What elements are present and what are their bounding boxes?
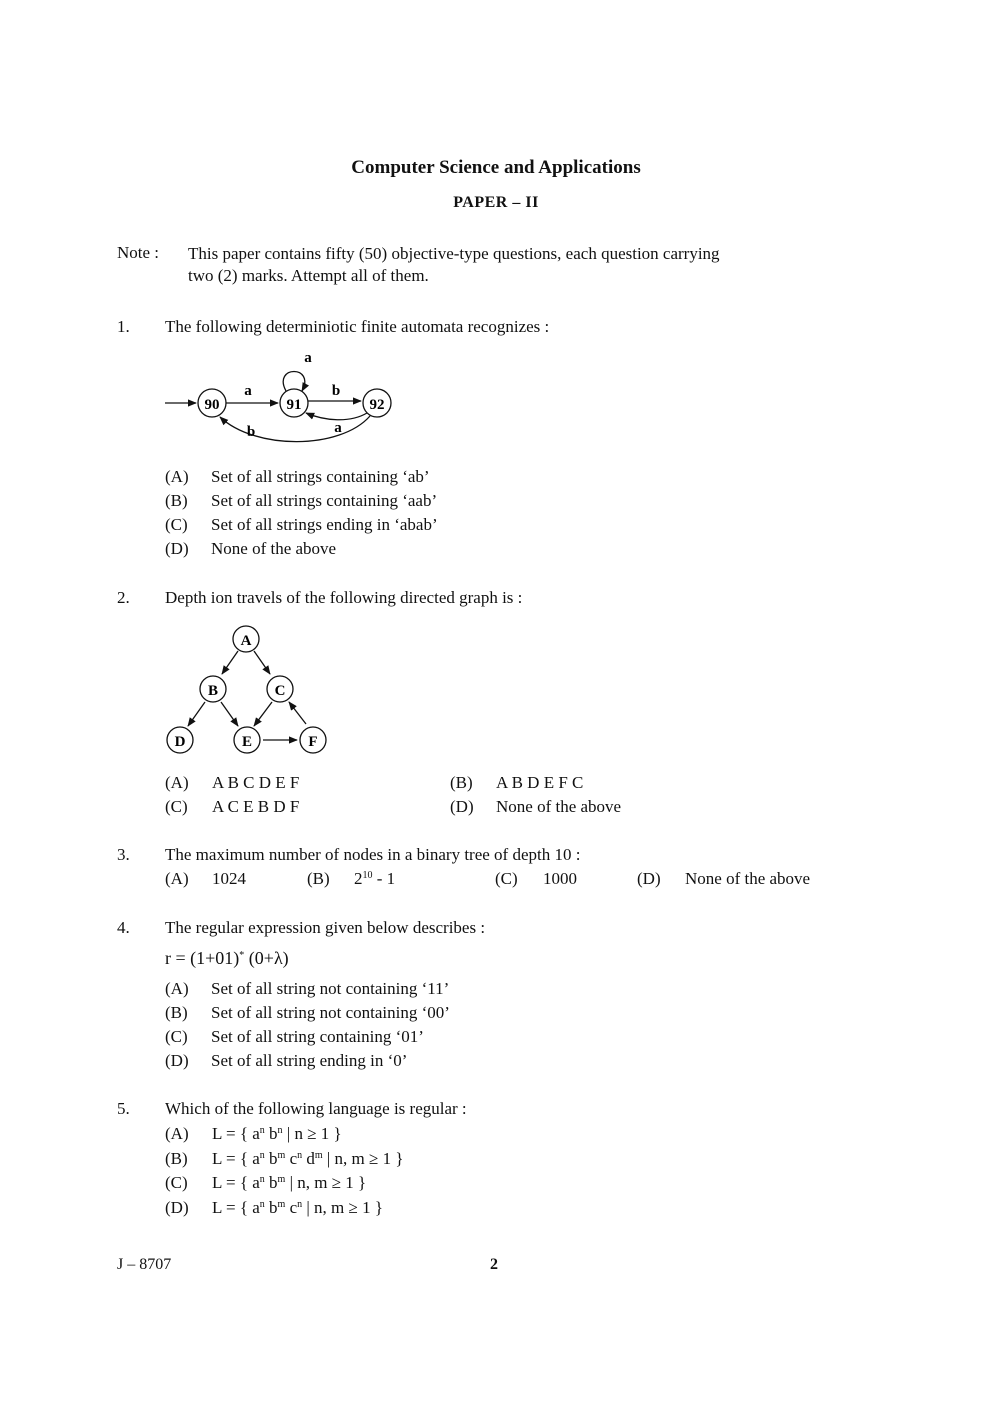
option-text: 1000 [543, 869, 577, 888]
graph-node-c [267, 676, 293, 702]
graph-edge-a-b [222, 651, 238, 674]
graph-edge-c-e [254, 702, 272, 726]
question-2-text: Depth ion travels of the following directed graph is : [165, 588, 523, 607]
dfa-state-90 [198, 389, 226, 417]
question-4-text: The regular expression given below describes : [165, 918, 486, 937]
svg-text:C: C [274, 683, 286, 699]
graph-node-a [233, 626, 259, 652]
dfa-label-92-90: b [246, 424, 256, 440]
dfa-label-90-91: a [244, 383, 252, 399]
option-text: L = { $a^n$ $b^m$ $c^n$ $d^m$ | n, m ≥ 1 } [212, 1148, 404, 1168]
question-5-text: Which of the following language is regular : [165, 1099, 467, 1118]
graph-node-f [300, 727, 326, 753]
dfa-diagram [160, 345, 400, 445]
graph-node-d [167, 727, 193, 753]
option-letter: (A) [165, 869, 189, 888]
option-letter: (B) [165, 1003, 188, 1022]
option-row [165, 1171, 404, 1196]
paper-subtitle: PAPER – II [453, 194, 539, 211]
dfa-edge-92-91 [306, 413, 367, 420]
graph-edge-b-e [221, 702, 238, 726]
dfa-label-91-92: b [331, 383, 341, 399]
question-1-number: 1. [117, 317, 130, 336]
option-text: Set of all string not containing ‘11’ [211, 979, 450, 998]
svg-text:F: F [308, 734, 318, 750]
option-letter: (B) [307, 869, 330, 888]
note-text [188, 243, 720, 287]
option-row [165, 465, 438, 489]
option-row [450, 795, 621, 819]
svg-text:91: 91 [286, 397, 302, 413]
svg-text:E: E [241, 734, 253, 750]
question-3-option-c [495, 869, 577, 889]
option-letter: (C) [165, 797, 188, 816]
dfa-state-91 [280, 389, 308, 417]
option-text: 1024 [212, 869, 246, 888]
option-row [450, 771, 621, 795]
graph-node-b [200, 676, 226, 702]
graph-edge-f-c [289, 702, 306, 724]
option-letter: (A) [165, 773, 189, 792]
option-text: L = { $a^n$ $b^n$ | n ≥ 1 } [212, 1124, 342, 1143]
option-text: Set of all string containing ‘01’ [211, 1027, 424, 1046]
graph-node-e [234, 727, 260, 753]
option-row [165, 1025, 450, 1049]
svg-text:90: 90 [204, 397, 220, 413]
option-text: None of the above [496, 797, 622, 816]
graph-diagram [160, 618, 340, 760]
question-1-options [165, 465, 438, 561]
option-row [165, 1049, 450, 1073]
option-letter: (A) [165, 467, 189, 486]
dfa-state-92 [363, 389, 391, 417]
option-text: Set of all strings containing ‘ab’ [211, 467, 430, 486]
option-letter: (B) [165, 491, 188, 510]
option-row [165, 977, 450, 1001]
option-row [165, 489, 438, 513]
footer-code: J – 8707 [117, 1256, 172, 1273]
svg-text:B: B [207, 683, 219, 699]
svg-text:92: 92 [369, 397, 385, 413]
question-5-number: 5. [117, 1099, 130, 1118]
question-3-text: The maximum number of nodes in a binary tree of depth 10 : [165, 845, 581, 864]
dfa-edge-91-loop [283, 372, 305, 392]
option-row [165, 1196, 404, 1221]
option-row [165, 1001, 450, 1025]
option-row [165, 537, 438, 561]
question-3-number: 3. [117, 845, 130, 864]
option-text: A B C D E F [212, 773, 300, 792]
paper-title: Computer Science and Applications [351, 157, 641, 178]
note-line-1: This paper contains fifty (50) objective-type questions, each question carrying [188, 244, 720, 263]
option-text: A B D E F C [496, 773, 584, 792]
option-row [165, 771, 299, 795]
option-row [165, 513, 438, 537]
option-letter: (C) [165, 515, 188, 534]
option-text: None of the above [685, 869, 811, 888]
option-text: Set of all string not containing ‘00’ [211, 1003, 450, 1022]
option-letter: (D) [165, 539, 189, 558]
question-3-option-b [307, 869, 395, 889]
question-2-number: 2. [117, 588, 130, 607]
option-text: L = { $a^n$ $b^m$ | n, m ≥ 1 } [212, 1173, 367, 1192]
option-row [165, 795, 299, 819]
dfa-label-92-91: a [334, 420, 342, 436]
page-number: 2 [490, 1256, 498, 1273]
option-row [165, 1147, 404, 1172]
note-line-2: two (2) marks. Attempt all of them. [188, 266, 429, 285]
option-letter: (C) [165, 1027, 188, 1046]
option-text: $2^{10} - 1$ [354, 869, 396, 888]
note-label: Note : [117, 243, 160, 262]
option-letter: (B) [165, 1148, 188, 1168]
question-3-option-d [637, 869, 810, 889]
graph-edge-a-c [254, 651, 270, 674]
option-letter: (D) [450, 797, 474, 816]
option-letter: (D) [637, 869, 661, 888]
option-row [165, 1122, 404, 1147]
question-4-number: 4. [117, 918, 130, 937]
option-text: None of the above [211, 539, 337, 558]
option-text: Set of all strings ending in ‘abab’ [211, 515, 438, 534]
option-text: Set of all strings containing ‘aab’ [211, 491, 438, 510]
option-letter: (A) [165, 1124, 189, 1143]
option-letter: (D) [165, 1197, 189, 1217]
option-letter: (B) [450, 773, 473, 792]
question-1-text: The following determiniotic finite automata recognizes : [165, 317, 550, 336]
question-4-options [165, 977, 450, 1073]
option-letter: (D) [165, 1051, 189, 1070]
graph-edge-b-d [188, 702, 205, 726]
dfa-label-91-loop: a [304, 350, 312, 366]
question-5-options [165, 1122, 404, 1220]
option-letter: (C) [495, 869, 518, 888]
svg-text:A: A [240, 633, 252, 649]
option-letter: (C) [165, 1173, 188, 1192]
option-text: A C E B D F [212, 797, 300, 816]
option-text: Set of all string ending in ‘0’ [211, 1051, 408, 1070]
question-2-options-right [450, 771, 621, 819]
svg-text:D: D [174, 734, 186, 750]
question-3-option-a [165, 869, 246, 889]
option-text: L = { $a^n$ $b^m$ $c^n$ | n, m ≥ 1 } [212, 1197, 383, 1217]
option-letter: (A) [165, 979, 189, 998]
question-4-expression: r = (1+01)* (0+λ) [165, 948, 289, 968]
question-2-options-left [165, 771, 299, 819]
